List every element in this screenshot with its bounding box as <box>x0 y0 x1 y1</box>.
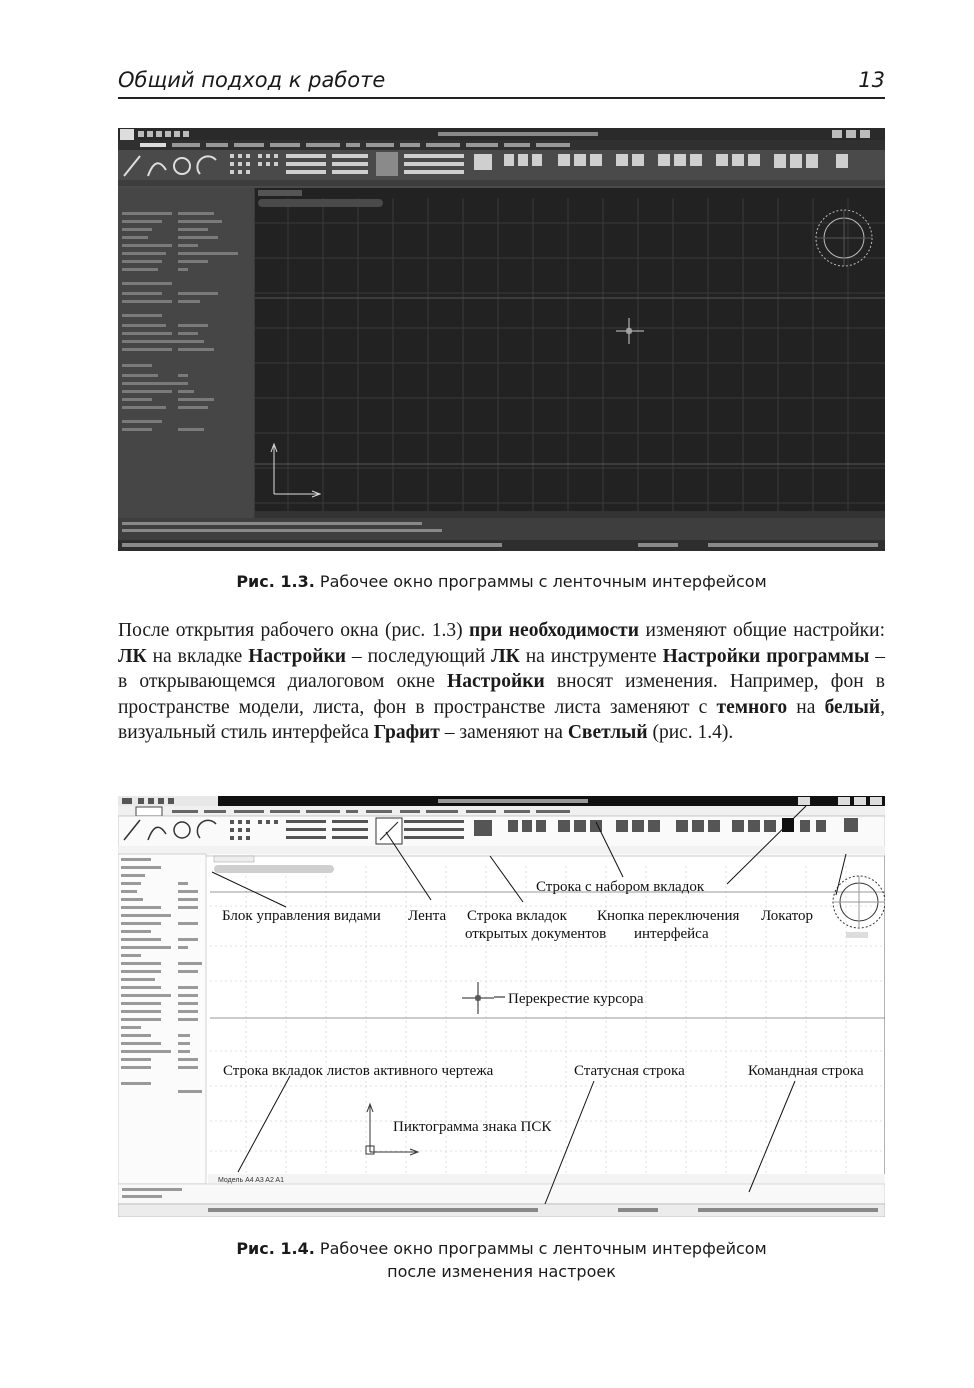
para-text: – заменяют на <box>439 722 568 743</box>
figure2-caption-line1 <box>118 1237 885 1260</box>
ribbon-tab-row-light <box>118 806 885 816</box>
para-bold: Настройки программы <box>662 645 870 667</box>
body-paragraph <box>118 618 885 746</box>
label-view-control: Блок управления видами <box>222 908 381 924</box>
label-switch-1: Кнопка переключения <box>597 908 740 924</box>
para-text: на <box>787 696 825 718</box>
sheet-tabs-row-light <box>208 1174 885 1184</box>
label-cursor: Перекрестие курсора <box>508 991 644 1007</box>
para-bold: белый <box>824 696 881 718</box>
para-text: , визуальный стиль интерфейса <box>118 696 885 743</box>
para-bold: Настройки <box>447 671 545 692</box>
para-bold: темного <box>716 696 788 718</box>
figure2-caption-line2: после изменения настроек <box>387 1262 616 1281</box>
header-rule <box>118 97 885 99</box>
para-text: вносят изменения. Например, фон в пространстве модели, листа, фон в пространстве листа заменяют с <box>118 671 886 718</box>
view-controls-light <box>214 865 334 873</box>
label-ribbon: Лента <box>408 908 447 924</box>
label-switch-2: интерфейса <box>634 926 709 942</box>
label-doc-tabs-2: открытых документов <box>465 926 607 942</box>
window-title-light <box>438 799 588 803</box>
para-text: на инструменте <box>519 645 663 667</box>
locator-dark <box>816 210 872 266</box>
ribbon-tab-row <box>118 140 885 150</box>
para-bold: Светлый <box>567 722 648 743</box>
label-status-bar: Статусная строка <box>574 1063 685 1079</box>
figure2-caption <box>118 1237 885 1283</box>
sheet-tabs-row-dark <box>255 511 885 519</box>
para-bold: ЛК <box>118 645 147 667</box>
figure1-caption-number: Рис. 1.3. <box>236 572 315 591</box>
interface-switch-button <box>798 797 810 805</box>
running-head: Общий подход к работе <box>118 68 386 92</box>
para-text: – в открывающемся диалоговом окне <box>118 645 886 692</box>
para-text: на вкладке <box>146 645 249 667</box>
locator-label-box <box>846 932 868 938</box>
figure2-caption-text1: Рабочее окно программы с ленточным интерфейсом <box>319 1239 767 1258</box>
para-bold: ЛК <box>491 645 520 667</box>
para-bold: при необходимости <box>469 620 639 641</box>
para-text: (рис. 1.4). <box>647 722 734 743</box>
label-locator: Локатор <box>761 908 813 924</box>
figure2-caption-number: Рис. 1.4. <box>236 1239 315 1258</box>
page-number: 13 <box>858 68 885 92</box>
figure1-caption-text: Рабочее окно программы с ленточным интерфейсом <box>319 572 767 591</box>
view-controls <box>258 199 383 207</box>
para-text: После открытия рабочего окна (рис. 1.3) <box>118 620 470 641</box>
command-line-light <box>118 1184 885 1204</box>
sheet-tabs-text: Модель A4 A3 A2 A1 <box>218 1177 284 1184</box>
label-doc-tabs-1: Строка вкладок <box>467 908 567 924</box>
label-command-line: Командная строка <box>748 1063 864 1079</box>
para-text: – последующий <box>345 645 492 667</box>
figure-dark-interface <box>118 128 885 551</box>
para-bold: Настройки <box>248 645 346 667</box>
para-text: изменяют общие настройки: <box>639 620 885 641</box>
window-title <box>438 132 598 136</box>
document-tab <box>258 190 302 196</box>
label-ucs-icon: Пиктограмма знака ПСК <box>393 1119 552 1135</box>
ribbon-group-labels <box>118 180 885 186</box>
figure1-caption <box>118 570 885 593</box>
document-tab-light <box>214 856 254 862</box>
label-tab-row: Строка с набором вкладок <box>536 879 705 895</box>
figure-light-interface <box>118 796 885 1217</box>
window-controls <box>832 130 870 138</box>
para-bold: Графит <box>373 722 440 743</box>
label-sheet-tabs: Строка вкладок листов активного чертежа <box>223 1063 494 1079</box>
